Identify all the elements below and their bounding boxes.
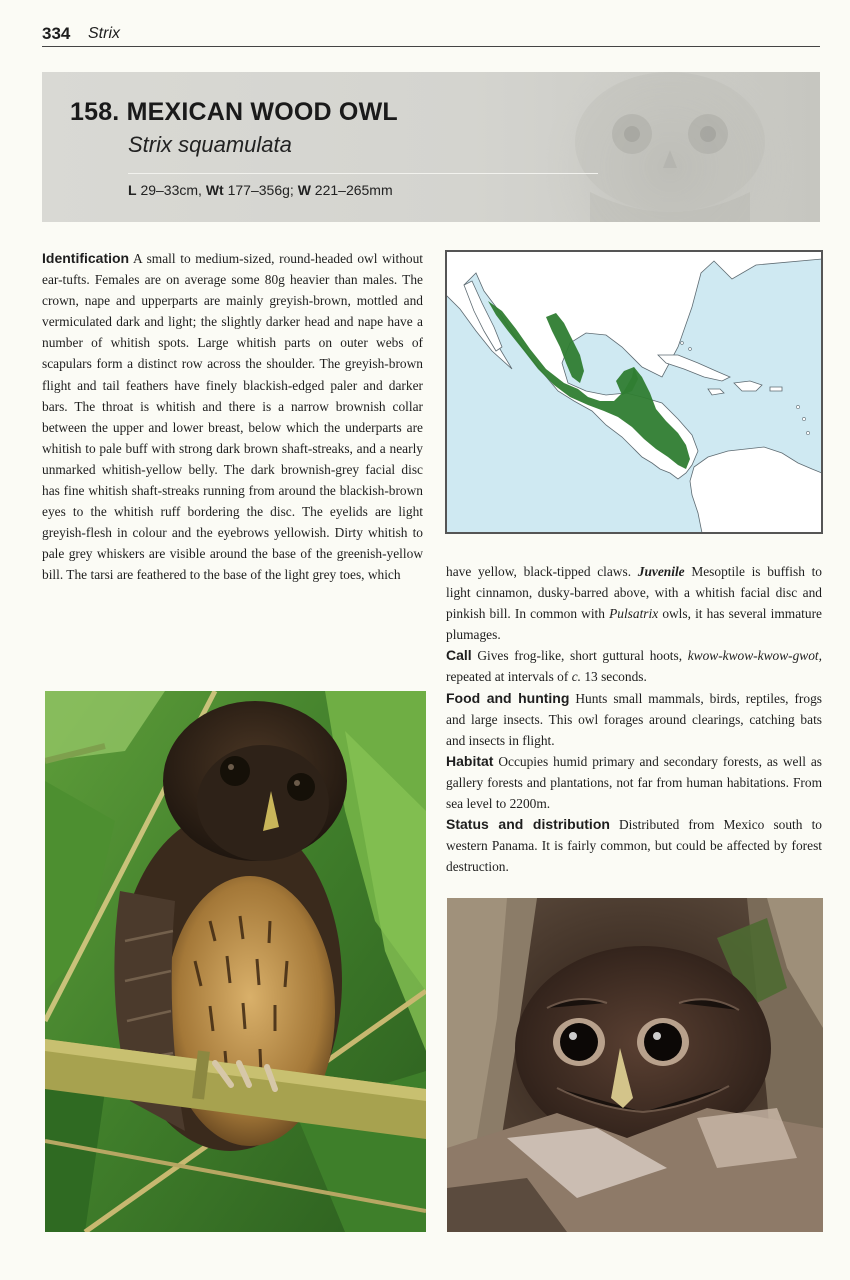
identification-body: A small to medium-sized, round-headed owl without ear-tufts. Females are on average some 80g heavier than males. The crown, nape and upperparts are mainly greyish-brown, mottled and vermiculated dark and light; the slightly darker head and nape have a number of whitish spots. Large whitish parts on outer webs of scapulars form a distinct row across the shoulder. The greyish-brown flight and tail feathers have finely blackish-edged paler and darker bars. The throat is whitish and there is a narrow brownish collar between the upper and lower breast, below which the underparts are whitish to pale buff with strong dark brown shaft-streaks, and a nearly unmarked whitish-yellow belly. The dark brownish-grey facial disc has fine whitish shaft-streaks running from around the blackish-brown eyes to the whitish ruff bordering the disc. The eyelids are light greyish-flesh in colour and the eyebrows yellowish. Dirty whitish to pale grey whiskers are visible around the base of the greenish-yellow bill. The tarsi are feathered to the base of the light grey toes, which xyxy=(42,251,424,583)
wingspan-label: W xyxy=(297,182,311,198)
weight-value: 177–356g; xyxy=(227,182,294,198)
identification-continued xyxy=(446,561,822,645)
call-body-2: repeated at intervals of xyxy=(446,669,569,685)
call-circa: c. xyxy=(571,669,581,685)
identification-continued-text: have yellow, black-tipped claws. xyxy=(446,564,632,579)
running-header xyxy=(42,22,820,47)
length-label: L xyxy=(128,182,137,198)
owl-watermark-icon xyxy=(520,72,820,222)
length-value: 29–33cm, xyxy=(140,182,202,198)
puerto-rico-island xyxy=(770,387,782,391)
call-body-1: Gives frog-like, short guttural hoots, xyxy=(477,648,683,664)
species-title-band xyxy=(42,72,820,222)
owl-in-cavity-photo xyxy=(447,898,823,1232)
pulsatrix-genus: Pulsatrix xyxy=(609,606,659,622)
species-latin-name: Strix squamulata xyxy=(128,132,292,157)
identification-paragraph xyxy=(42,248,423,586)
species-measurements xyxy=(128,182,393,198)
running-genus: Strix xyxy=(88,25,120,42)
juvenile-body: Mesoptile is buffish to light cinnamon, dusky-barred above, with a whitish facial disc and pinkish bill. In common with xyxy=(446,564,822,622)
food-heading: Food and hunting xyxy=(446,689,570,706)
juvenile-label: Juvenile xyxy=(637,564,685,579)
species-accounts-column xyxy=(446,561,822,877)
food-body: Hunts small mammals, birds, reptiles, frogs and large insects. This owl forages around clearings, catching bats and insects in flight. xyxy=(446,690,822,748)
call-heading: Call xyxy=(446,647,472,664)
wingspan-value: 221–265mm xyxy=(314,182,393,198)
food-paragraph xyxy=(446,688,822,751)
identification-heading: Identification xyxy=(42,250,130,266)
owl-perched-illustration xyxy=(45,691,426,1232)
weight-label: Wt xyxy=(205,182,224,198)
owl-in-cavity-illustration xyxy=(447,898,823,1232)
identification-text-column xyxy=(42,248,423,586)
distribution-map-graphic xyxy=(446,251,822,533)
owl-perched-photo xyxy=(45,691,426,1232)
call-paragraph xyxy=(446,645,822,687)
distribution-map xyxy=(445,250,823,534)
habitat-body: Occupies humid primary and secondary forests, as well as gallery forests and plantations, not far from human habitations. From sea level to 2200m. xyxy=(446,753,822,812)
species-title: 158. MEXICAN WOOD OWL xyxy=(70,98,398,126)
habitat-paragraph xyxy=(446,751,822,814)
call-body-3: 13 seconds. xyxy=(584,669,647,685)
status-heading: Status and distribution xyxy=(446,816,610,833)
page-number: 334 xyxy=(42,24,71,43)
status-paragraph xyxy=(446,814,822,877)
juvenile-body-end: owls, it has several immature plumages. xyxy=(446,606,822,643)
status-body: Distributed from Mexico south to western Panama. It is fairly common, but could be affected by forest destruction. xyxy=(446,817,822,875)
call-phrase: kwow-kwow-kwow-gwot, xyxy=(687,648,822,664)
title-divider xyxy=(128,173,598,174)
habitat-heading: Habitat xyxy=(446,752,494,769)
